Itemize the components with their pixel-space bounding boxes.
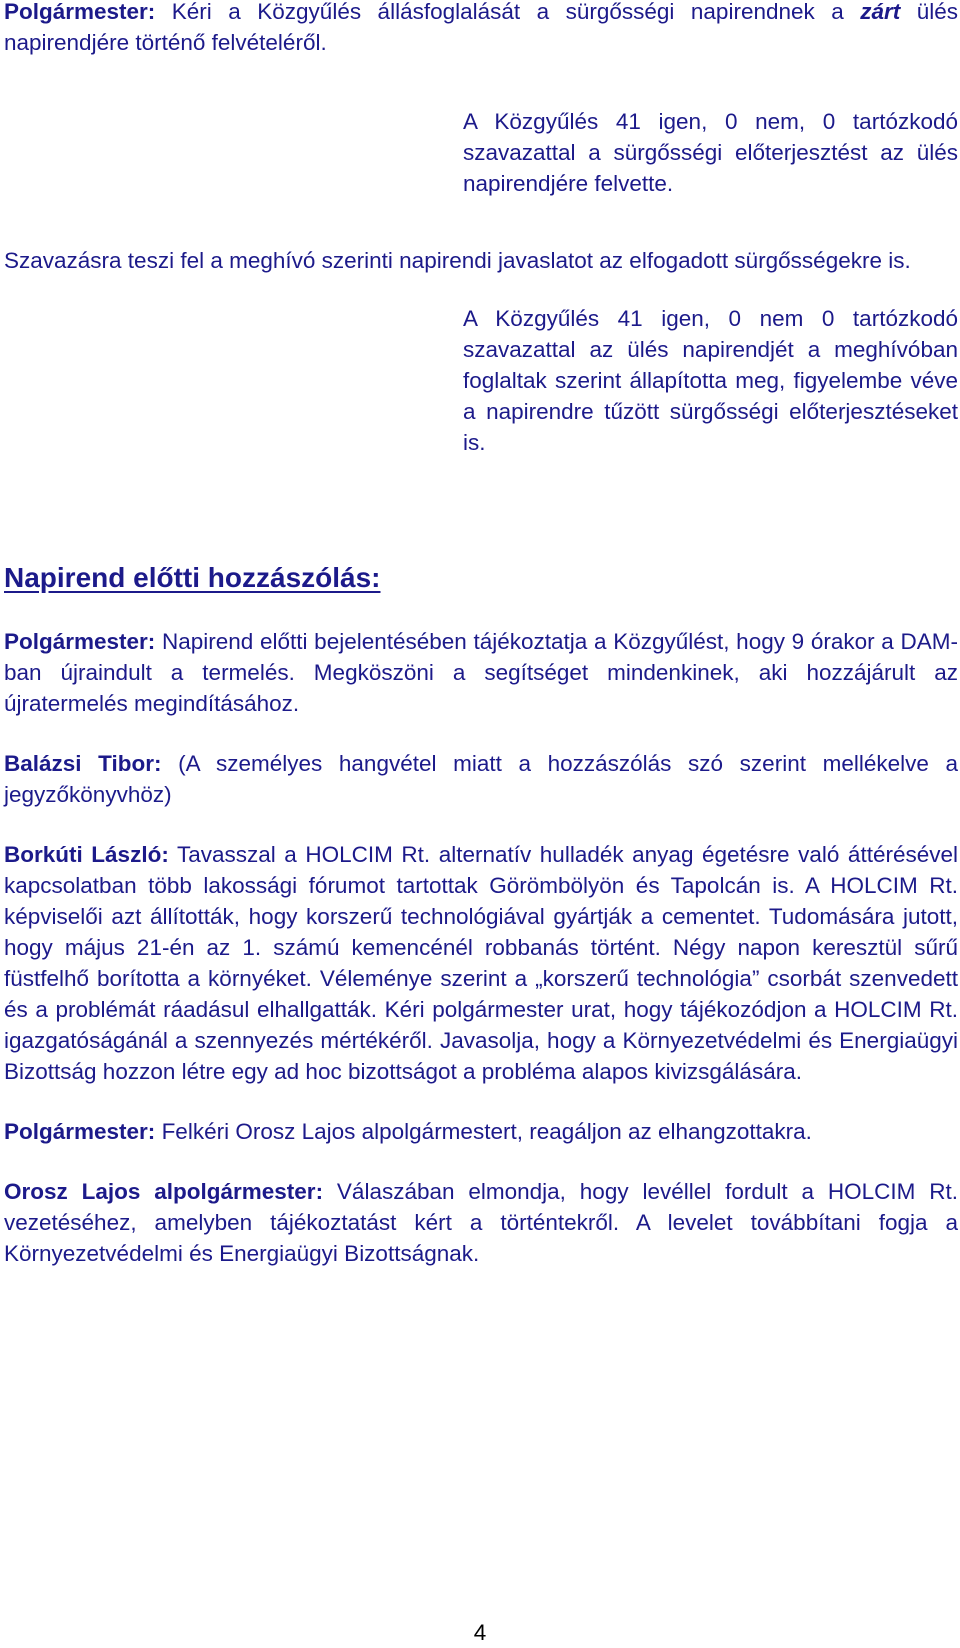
speaker-label: Polgármester:: [4, 629, 156, 654]
paragraph-text: ülés napirendjére történő felvételéről.: [4, 0, 959, 55]
paragraph-text: Tavasszal a HOLCIM Rt. alternatív hulladék anyag égetésre való áttérésével kapcsolatban több lakossági fórumot tartottak Görömbölyön és Tapolcán is. A HOLCIM Rt. képviselői azt állították, hogy korszerű technológiával gyártják a cementet. Tudomására jutott, hogy május 21-én az 1. számú kemencénél robbanás történt. Négy napon keresztül sűrű füstfelhő borította a környéket. Véleménye szerint a „korszerű technológia” csorbát szenvedett és a problémát ráadásul elhallgatták. Kéri polgármester urat, hogy tájékozódjon a HOLCIM Rt. igazgatóságánál a szennyezés mértékéről. Javasolja, hogy a Környezetvédelmi és Energiaügyi Bizottság hozzon létre egy ad hoc bizottságot a probléma alapos kivizsgálására.: [4, 842, 958, 1084]
paragraph-text: (A személyes hangvétel miatt a hozzászólás szó szerint mellékelve a jegyzőkönyvhöz): [4, 751, 959, 807]
speaker-label: Orosz Lajos alpolgármester:: [4, 1179, 324, 1204]
paragraph-vote-agenda: Szavazásra teszi fel a meghívó szerinti napirendi javaslatot az elfogadott sürgősségekre is.: [4, 248, 911, 273]
paragraph-text: Napirend előtti bejelentésében tájékoztatja a Közgyűlést, hogy 9 órakor a DAM-ban újraindult a termelés. Megköszöni a segítséget mindenkinek, aki hozzájárult az újratermelés megindításához.: [4, 629, 958, 716]
paragraph-mayor-request-reply: [4, 1116, 958, 1147]
section-heading: Napirend előtti hozzászólás:: [4, 562, 381, 593]
paragraph-mayor-request: [4, 0, 958, 58]
paragraph-mayor-announcement: [4, 626, 958, 719]
page-number: 4: [473, 1620, 487, 1645]
speaker-label: Balázsi Tibor:: [4, 751, 162, 776]
paragraph-borkuti: [4, 839, 958, 1087]
resolution-agenda: A Közgyűlés 41 igen, 0 nem 0 tartózkodó szavazattal az ülés napirendjét a meghívóban foglaltak szerint állapította meg, figyelembe véve a napirendre tűzött sürgősségi előterjesztéseket is.: [463, 306, 958, 455]
paragraph-orosz: [4, 1176, 958, 1269]
speaker-label: Polgármester:: [4, 0, 156, 24]
paragraph-balazsi: [4, 748, 958, 810]
paragraph-text: Kéri a Közgyűlés állásfoglalását a sürgősségi napirendnek a: [155, 0, 861, 24]
paragraph-text: Felkéri Orosz Lajos alpolgármestert, reagáljon az elhangzottakra.: [155, 1119, 812, 1144]
speaker-label: Borkúti László:: [4, 842, 169, 867]
paragraph-text: Válaszában elmondja, hogy levéllel fordult a HOLCIM Rt. vezetéséhez, amelyben tájékoztatást kért a történtekről. A levelet továbbítani fogja a Környezetvédelmi és Energiaügyi Bizottságnak.: [4, 1179, 958, 1266]
speaker-label: Polgármester:: [4, 1119, 156, 1144]
emphasis-text: zárt: [860, 0, 901, 24]
resolution-urgent-item: A Közgyűlés 41 igen, 0 nem, 0 tartózkodó szavazattal a sürgősségi előterjesztést az ülés napirendjére felvette.: [463, 109, 958, 196]
document-page: [4, 0, 958, 1269]
